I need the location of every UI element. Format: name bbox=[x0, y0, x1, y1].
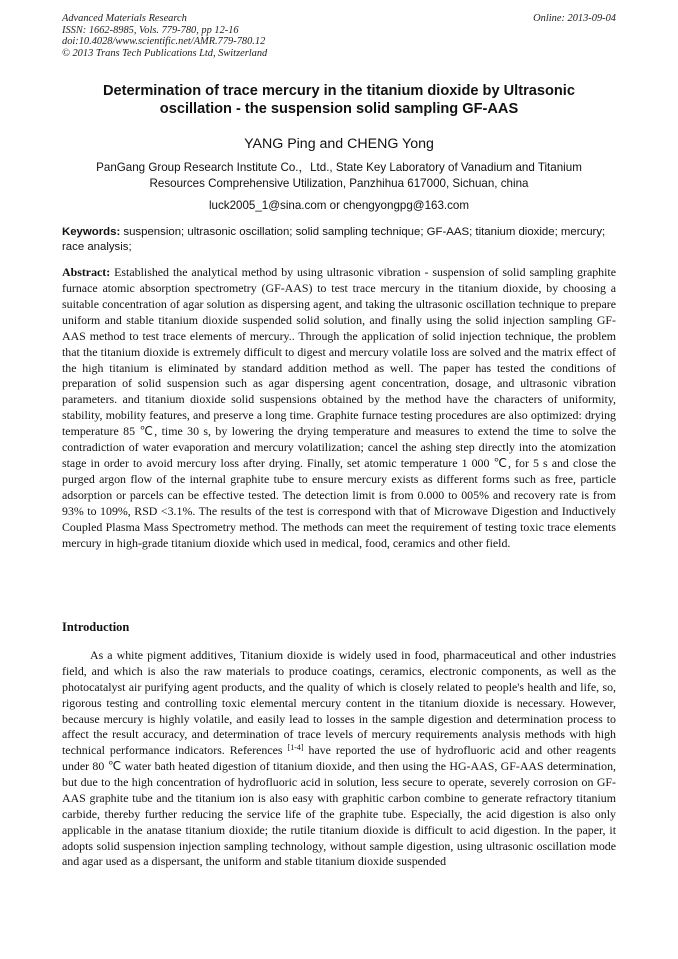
affiliation-line-1: PanGang Group Research Institute Co.，Ltd., State Key Laboratory of Vanadium and Titanium bbox=[96, 161, 582, 174]
affiliation-line-2: Resources Comprehensive Utilization, Panzhihua 617000, Sichuan, china bbox=[149, 177, 529, 190]
author-emails: luck2005_1@sina.com or chengyongpg@163.com bbox=[208, 199, 470, 212]
copyright-line: © 2013 Trans Tech Publications Ltd, Switzerland bbox=[62, 47, 268, 59]
journal-name: Advanced Materials Research bbox=[62, 13, 187, 24]
section-heading-introduction: Introduction bbox=[62, 620, 130, 634]
journal-header bbox=[62, 13, 616, 59]
abstract-text: Established the analytical method by using ultrasonic vibration - suspension of solid sampling graphite furnace atomic absorption spectrometry (GF-AAS) to test trace mercury in the titanium dioxide, by choosing a suitable concentration of agar solution as dispersing agent, and taking the ultrasonic oscillation technique to prepare uniform and stable titanium dioxide suspended solid solution, and finally using the solid injection sampling GF-AAS method to test trace elements of mercury.. Through the application of solid injection technique, the problem that the titanium dioxide is extremely difficult to digest and mercury volatile loss are solved and the matrix effect of the high titanium is eliminated by standard addition method as well. The paper has tested the conditions of preparation of solid suspension such as agar dispersing agent concentration, dosage, and ultrasonic vibration parameters. and titanium dioxide solid suspensions obtained by the method have the characters of uniformity, stability, mobility features, and preserve a long time. Graphite furnace testing procedures are also optimized: drying temperature 85 ℃, time 30 s, by lowering the drying temperature and measures to extend the time to solve the contradiction of water evaporation and mercury volatilization; cancel the ashing step directly into the atomization stage in order to avoid mercury loss after drying. Finally, set atomic temperature 1 000 ℃, for 5 s and close the purged argon flow of the internal graphite tube to ensure mercury exists as different forms such as free, particle adsorption or parcels can be effective tested. The detection limit is from 0.000 to 005% and recovery rate is from 93% to 109%, RSD <3.1%. The results of the test is correspond with that of Microwave Digestion and Inductively Coupled Plasma Mass Spectrometry method. The methods can meet the requirement of testing toxic trace elements mercury in high-grade titanium dioxide which used in medical, food, ceramics and other field. bbox=[62, 265, 616, 550]
title-line-2: oscillation - the suspension solid sampling GF-AAS bbox=[159, 101, 519, 117]
title-line-1: Determination of trace mercury in the titanium dioxide by Ultrasonic bbox=[103, 83, 575, 99]
abstract bbox=[62, 265, 616, 552]
intro-text-part-2: have reported the use of hydrofluoric acid and other reagents under 80 ℃ water bath heated digestion of titanium dioxide, and then using the HG-AAS, GF-AAS determination, but due to the high concentration of hydrofluoric acid in solution, less secure to operate, severely corrosion on GF-AAS graphite tube and the titanium ion is also easy with graphitic carbon combine to generate refractory titanium carbide, thereby further reducing the service life of the graphite tube. Especially, the acid digestion is also only applicable in the anatase titanium dioxide; the rutile titanium dioxide is difficult to acid digestion. In the paper, it adopts solid suspension injection sampling technology, without sample digestion, using ultrasonic oscillation mode and agar used as a dispersant, the uniform and stable titanium dioxide suspended bbox=[62, 743, 616, 869]
introduction-paragraph bbox=[62, 648, 616, 870]
abstract-label: Abstract: bbox=[62, 265, 111, 279]
doi-line: doi:10.4028/www.scientific.net/AMR.779-780.12 bbox=[62, 36, 266, 48]
keywords-label: Keywords: bbox=[62, 226, 121, 238]
issn-line: ISSN: 1662-8985, Vols. 779-780, pp 12-16 bbox=[62, 24, 239, 36]
online-date: Online: 2013-09-04 bbox=[533, 13, 616, 24]
paper-title bbox=[62, 82, 616, 118]
keywords bbox=[62, 225, 616, 255]
keywords-text: suspension; ultrasonic oscillation; solid sampling technique; GF-AAS; titanium dioxide; mercury; race analysis; bbox=[62, 226, 606, 253]
affiliation bbox=[62, 160, 616, 192]
intro-text-part-1: As a white pigment additives, Titanium dioxide is widely used in food, pharmaceutical and other industries field, and which is also the raw materials to produce coatings, ceramics, electronic components, as well as the photocatalyst air purifying agent products, and the quality of which is closely related to people's health and life, so, rigorous testing and controlling toxic elemental mercury content in the titanium dioxide is necessary. However, because mercury is highly volatile, and easily lead to losses in the sample digestion and determination process to affect the result accuracy, and determination of trace levels of mercury requirements analysis methods with high technical performance indicators. References bbox=[62, 648, 616, 758]
citation-ref: [1-4] bbox=[287, 743, 304, 753]
authors: YANG Ping and CHENG Yong bbox=[244, 136, 434, 152]
